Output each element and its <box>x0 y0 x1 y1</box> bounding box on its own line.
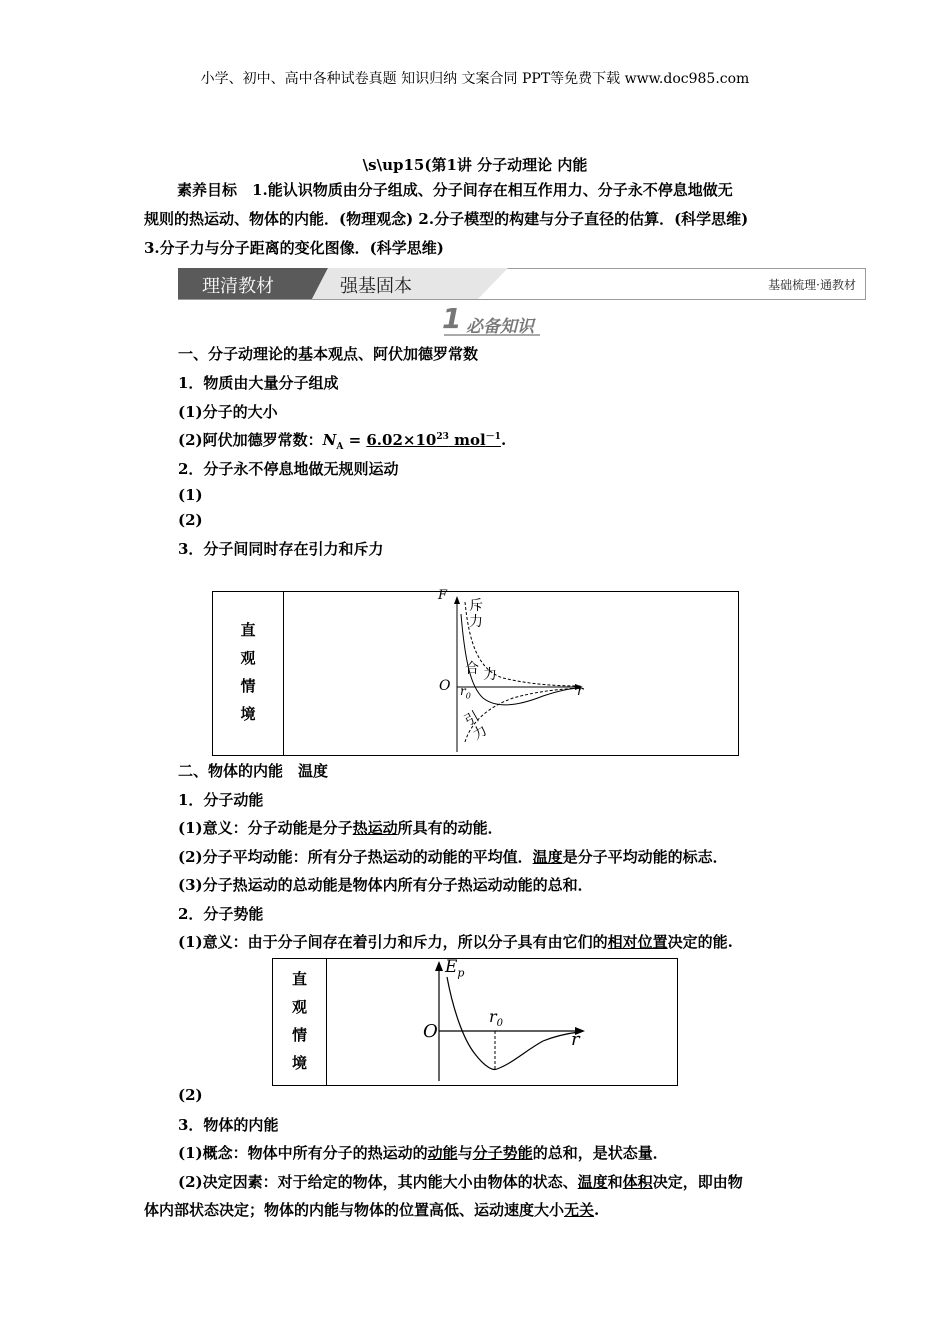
force-graph <box>433 592 633 755</box>
banner-right-text: 基础梳理·通教材 <box>768 278 856 292</box>
axis-O: O <box>439 678 451 694</box>
banner-shape <box>178 268 866 300</box>
net-char: 力 <box>483 667 497 683</box>
sec1-item1: 1．物质由大量分子组成 <box>178 374 339 392</box>
sec2-item3a <box>178 1142 668 1163</box>
avogadro-sub: A <box>336 442 344 452</box>
axis-r0 <box>460 684 471 700</box>
r0-symbol: r <box>460 684 466 698</box>
axis-Ep <box>445 957 464 979</box>
text: (2)决定因素：对于给定的物体，其内能大小由物体的状态、 <box>178 1173 578 1191</box>
sec2-item2: 2．分子势能 <box>178 905 264 923</box>
sec1-item2a: (1) <box>178 486 203 504</box>
underlined-answer: 温度 <box>577 1173 608 1191</box>
avogadro-symbol: N <box>322 431 337 449</box>
potential-figure-divider <box>326 959 327 1085</box>
sec2-item2b: (2) <box>178 1086 203 1104</box>
label-char: 观 <box>240 649 256 667</box>
text: 与 <box>457 1144 473 1162</box>
text: 所具有的动能． <box>397 819 503 837</box>
r0-symbol: r <box>489 1007 497 1026</box>
text: (2)分子平均动能：所有分子热运动的动能的平均值． <box>178 848 533 866</box>
sec2-item1b <box>178 846 728 867</box>
label-char: 情 <box>291 1026 307 1044</box>
potential-figure-table <box>272 958 678 1086</box>
ep-symbol: E <box>445 957 458 977</box>
avogadro-end: . <box>500 431 507 449</box>
axis-r0 <box>489 1007 503 1029</box>
underlined-answer: 分子势能 <box>472 1144 533 1162</box>
force-figure-divider <box>283 592 284 755</box>
text: 和 <box>607 1173 623 1191</box>
label-char: 直 <box>240 621 256 639</box>
knowledge-heading <box>440 304 544 338</box>
net-char: 合 <box>465 661 479 677</box>
sec1-item2b: (2) <box>178 511 203 529</box>
sec1-item1b <box>178 429 506 452</box>
goals-block <box>144 176 812 263</box>
label-char: 境 <box>291 1054 307 1072</box>
axis-r: r <box>577 684 584 699</box>
underlined-answer: 体积 <box>622 1173 653 1191</box>
underlined-answer: 温度 <box>532 848 563 866</box>
text: (1)概念：物体中所有分子的热运动的 <box>178 1144 428 1162</box>
potential-figure-label <box>273 965 326 1077</box>
text: 是分子平均动能的标志． <box>562 848 728 866</box>
lesson-title: \s\up15(第1讲 分子动理论 内能 <box>362 156 588 174</box>
ep-sub: p <box>457 966 465 980</box>
text: (1)意义：分子动能是分子 <box>178 819 353 837</box>
site-header: 小学、初中、高中各种试卷真题 知识归纳 文案合同 PPT等免费下载 www.doc985.com <box>200 71 750 87</box>
axis-F: F <box>438 588 448 603</box>
label-char: 情 <box>240 677 256 695</box>
r0-sub: 0 <box>496 1018 504 1030</box>
avogadro-unit-exp: －1 <box>485 432 501 442</box>
sec1-item1a: (1)分子的大小 <box>178 403 278 421</box>
sec2-item3: 3．物体的内能 <box>178 1116 279 1134</box>
net-label <box>465 658 497 683</box>
repulsion-char: 力 <box>469 614 483 630</box>
avogadro-unit: mol <box>448 431 486 449</box>
label-char: 境 <box>240 705 256 723</box>
section-banner <box>178 268 866 300</box>
sec1-title: 一、分子动理论的基本观点、阿伏加德罗常数 <box>178 345 479 363</box>
underlined-answer: 相对位置 <box>607 933 668 951</box>
text: 体内部状态决定；物体的内能与物体的位置高低、运动速度大小 <box>144 1201 565 1219</box>
goals-line3: 3.分子力与分子距离的变化图像．(科学思维) <box>144 239 444 257</box>
label-char: 观 <box>291 998 307 1016</box>
goals-label: 素养目标 <box>177 181 238 199</box>
force-figure-label <box>213 616 283 728</box>
knowledge-title: 必备知识 <box>466 317 534 337</box>
text: 决定的能. <box>667 933 733 951</box>
axis-O: O <box>423 1021 438 1042</box>
goals-line1: 1.能认识物质由分子组成、分子间存在相互作用力、分子永不停息地做无 <box>252 181 733 199</box>
goals-line2: 规则的热运动、物体的内能．(物理观念) 2.分子模型的构建与分子直径的估算．(科学思维) <box>144 210 749 228</box>
sec2-item1: 1．分子动能 <box>178 791 264 809</box>
banner-left-text: 理清教材 <box>202 276 274 297</box>
repulsion-label <box>469 598 483 630</box>
text: 的总和，是状态量． <box>532 1144 668 1162</box>
avogadro-eq: = <box>343 431 367 449</box>
r0-sub: 0 <box>465 691 471 701</box>
text: (1)意义：由于分子间存在着引力和斥力，所以分子具有由它们的 <box>178 933 608 951</box>
attraction-char: 引 <box>461 708 483 730</box>
avogadro-mantissa: 6.02×10 <box>366 431 437 449</box>
banner-mid-text: 强基固本 <box>340 276 412 297</box>
avogadro-label: (2)阿伏加德罗常数： <box>178 431 323 449</box>
sec1-item3: 3．分子间同时存在引力和斥力 <box>178 540 384 558</box>
sec1-item2: 2．分子永不停息地做无规则运动 <box>178 460 399 478</box>
avogadro-value <box>366 431 501 449</box>
sec2-item2a <box>178 931 733 952</box>
underlined-answer: 无关 <box>564 1201 595 1219</box>
label-char: 直 <box>291 970 307 988</box>
text: . <box>594 1201 600 1219</box>
knowledge-num: 1 <box>442 302 462 335</box>
attraction-char: 力 <box>469 722 491 744</box>
sec2-title: 二、物体的内能 温度 <box>178 762 329 780</box>
force-figure-table <box>212 588 739 756</box>
avogadro-exp: 23 <box>436 432 449 442</box>
sec2-item1c: (3)分子热运动的总动能是物体内所有分子热运动动能的总和． <box>178 876 593 894</box>
underlined-answer: 动能 <box>427 1144 458 1162</box>
sec2-item3c <box>144 1199 599 1220</box>
underlined-answer: 热运动 <box>352 819 398 837</box>
potential-graph <box>413 959 613 1085</box>
text: 决定，即由物 <box>652 1173 743 1191</box>
axis-r: r <box>571 1029 580 1050</box>
sec2-item3b <box>178 1171 743 1192</box>
sec2-item1a <box>178 817 503 838</box>
repulsion-char: 斥 <box>469 598 483 614</box>
